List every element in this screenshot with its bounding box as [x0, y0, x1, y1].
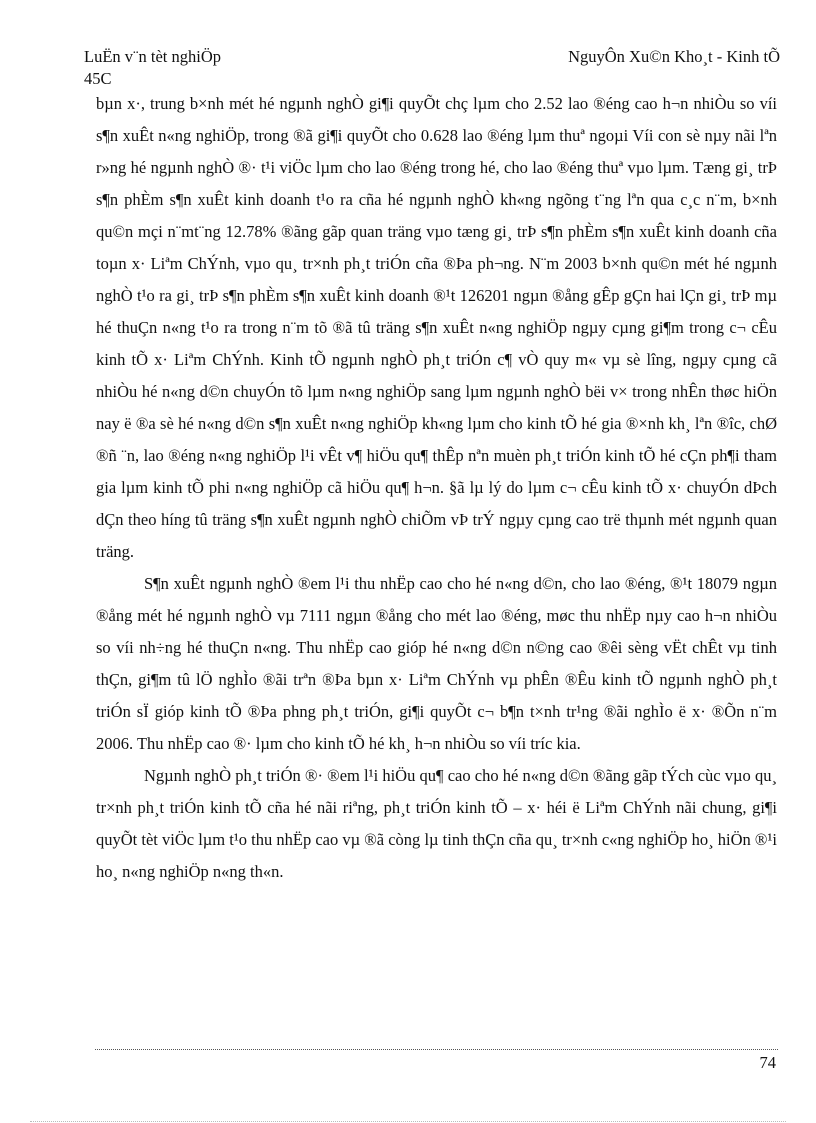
class-code: 45C: [84, 69, 112, 88]
document-body: [96, 88, 777, 888]
page-bottom-divider: [30, 1121, 786, 1122]
paragraph-income: S¶n xuÊt ngµnh nghÒ ®em l¹i thu nhËp cao cho hé n«ng d©n, cho lao ®éng, ®¹t 18079 ngµn ®ång mét hé ngµnh nghÒ vµ 7111 ngµn ®ång cho mét lao ®éng, møc thu nhËp nµy cao h¬n nhiÒu so víi nh÷ng hé thuÇn n«ng. Thu nhËp cao gióp hé n«ng d©n n©ng cao ®êi sèng vËt chÊt vµ tinh thÇn, gi¶m tû lÖ nghÌo ®ãi trªn ®Þa bµn x· Liªm ChÝnh vµ phÊn ®Êu kinh tÕ ngµnh nghÒ ph¸t triÓn sÏ gióp kinh tÕ ®Þa phng ph¸t triÓn, gi¶i quyÕt c¬ b¶n t×nh tr¹ng ®ãi nghÌo ë x· ®Õn n¨m 2006. Thu nhËp cao ®· lµm cho kinh tÕ hé kh¸ h¬n nhiÒu so víi tríc kia.: [96, 574, 777, 753]
paragraph-development: Ngµnh nghÒ ph¸t triÓn ®· ®em l¹i hiÖu qu¶ cao cho hé n«ng d©n ®ãng gãp tÝch cùc vµo qu¸ tr×nh ph¸t triÓn kinh tÕ cña hé nãi riªng, ph¸t triÓn kinh tÕ – x· héi ë Liªm ChÝnh nãi chung, gi¶i quyÕt tèt viÖc lµm t¹o thu nhËp cao vµ ®ã còng lµ tinh thÇn cña qu¸ tr×nh c«ng nghiÖp ho¸ hiÖn ®¹i ho¸ n«ng nghiÖp n«ng th«n.: [96, 766, 777, 881]
author-name: NguyÔn Xu©n Kho¸t - Kinh tÕ: [568, 47, 780, 66]
thesis-title: LuËn v¨n tèt nghiÖp: [84, 47, 222, 66]
paragraph-continuation: bµn x·, trung b×nh mét hé ngµnh nghÒ gi¶i quyÕt chç lµm cho 2.52 lao ®éng cao h¬n nhiÒu so víi s¶n xuÊt n«ng nghiÖp, trong ®ã gi¶i quyÕt cho 0.628 lao ®éng lµm thuª ngoµi Víi con sè nµy nãi lªn r»ng hé ngµnh nghÒ ®· t¹i viÖc lµm cho lao ®éng trong hé, cho lao ®éng thuª vµo lµm. Tæng gi¸ trÞ s¶n phÈm s¶n xuÊt kinh doanh t¹o ra cña hé ngµnh nghÒ kh«ng ngõng t¨ng lªn qua c¸c n¨m, b×nh qu©n mçi n¨mt¨ng 12.78% ®ãng gãp quan träng vµo tæng gi¸ trÞ s¶n phÈm s¶n xuÊt kinh doanh cña toµn x· Liªm ChÝnh, vµo qu¸ tr×nh ph¸t triÓn cña ®Þa ph¬ng. N¨m 2003 b×nh qu©n mét hé ngµnh nghÒ t¹o ra gi¸ trÞ s¶n phÈm s¶n xuÊt kinh doanh ®¹t 126201 ngµn ®ång gÊp gÇn hai lÇn gi¸ trÞ mµ hé thuÇn n«ng t¹o ra trong n¨m tõ ®ã tû träng s¶n xuÊt n«ng nghiÖp ngµy cµng gi¶m trong c¬ cÊu kinh tÕ x· Liªm ChÝnh. Kinh tÕ ngµnh nghÒ ph¸t triÓn c¶ vÒ quy m« vµ sè lîng, ngµy cµng cã nhiÒu hé n«ng d©n chuyÓn tõ lµm n«ng nghiÖp sang lµm ngµnh nghÒ bëi v× trong nhÊn thøc hiÖn nay ë ®a sè hé n«ng d©n s¶n xuÊt n«ng nghiÖp kh«ng lµm cho kinh tÕ hé gia ®×nh kh¸ lªn ®îc, chØ ®ñ ¨n, lao ®éng n«ng nghiÖp l¹i vÊt v¶ hiÖu qu¶ thÊp nªn muèn ph¸t triÓn kinh tÕ hé cÇn ph¶i tham gia lµm kinh tÕ phi n«ng nghiÖp cã hiÖu qu¶ h¬n. §ã lµ lý do lµm c¬ cÊu kinh tÕ x· chuyÓn dÞch dÇn theo híng tû träng s¶n xuÊt ngµnh nghÒ chiÕm vÞ trÝ ngµy cµng cao trë thµnh mét ngµnh quan träng.: [96, 94, 777, 561]
page-number: 74: [759, 1053, 776, 1072]
footer-divider: [95, 1049, 778, 1050]
